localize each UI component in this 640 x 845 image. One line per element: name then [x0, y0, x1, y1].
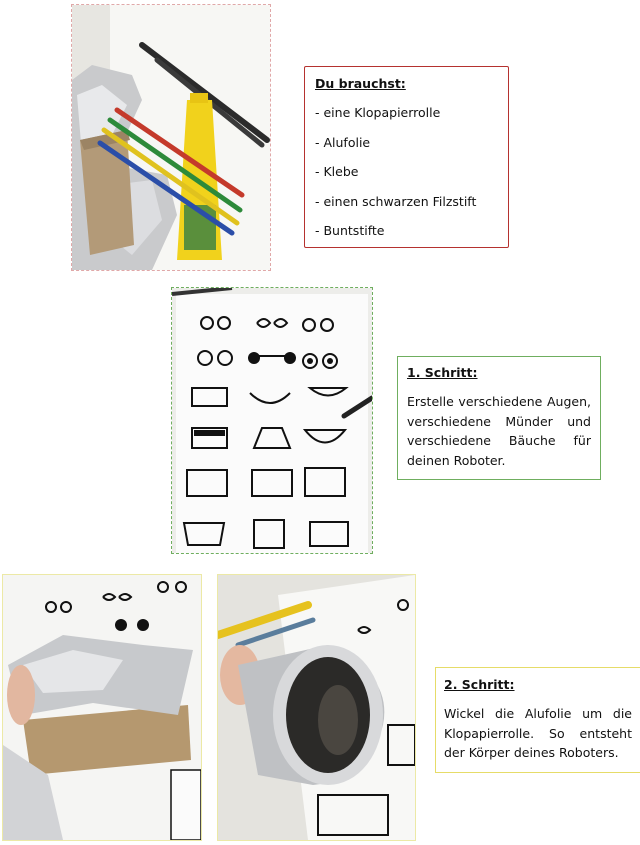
- materials-list: [315, 103, 498, 240]
- materials-photo: [72, 5, 270, 270]
- materials-item: - eine Klopapierrolle: [315, 105, 441, 121]
- step1-text: Erstelle verschiedene Augen, verschiedene Münder und verschiedene Bäuche für deinen Roboter.: [407, 394, 591, 468]
- materials-item: - Alufolie: [315, 134, 371, 150]
- wrapped-tube-photo: [218, 575, 415, 840]
- foil-wrapping-photo: [3, 575, 201, 840]
- materials-title: Du brauchst:: [315, 76, 406, 91]
- step2-text: Wickel die Alufolie um die Klopapierrolle. So entsteht der Körper deines Roboters.: [444, 706, 632, 761]
- faces-sheet-photo: [172, 288, 372, 553]
- step1-box: [397, 356, 601, 480]
- materials-item: - einen schwarzen Filzstift: [315, 193, 477, 209]
- step1-title: 1. Schritt:: [407, 365, 478, 380]
- materials-box: [304, 66, 509, 248]
- materials-item: - Buntstifte: [315, 222, 385, 238]
- materials-item: - Klebe: [315, 164, 359, 180]
- step2-box: [435, 667, 640, 773]
- step2-title: 2. Schritt:: [444, 677, 515, 692]
